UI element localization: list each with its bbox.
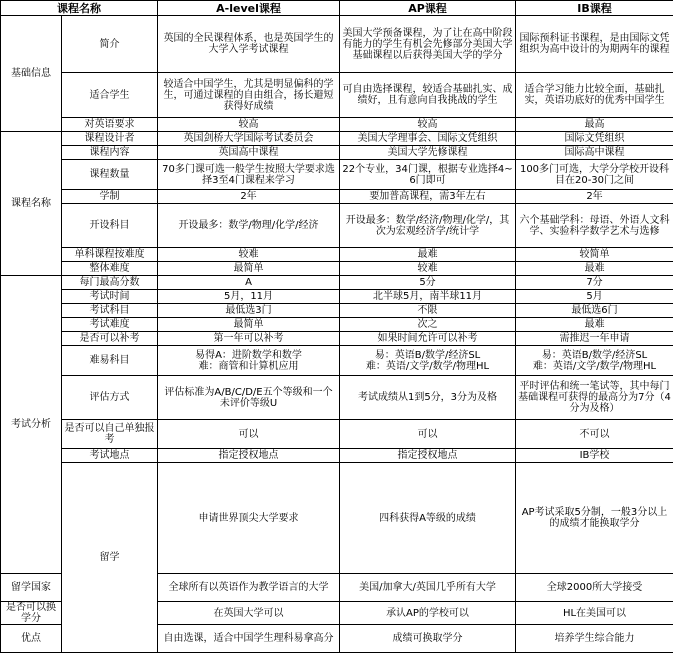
header-course-name: 课程名称 [1, 1, 158, 16]
row-label: 适合学生 [62, 73, 158, 118]
row-label: 是否可以换学分 [1, 602, 62, 625]
ap-cell: 要加普高课程，需3年左右 [340, 190, 516, 204]
table-row [1, 420, 673, 449]
row-label: 开设科目 [62, 204, 158, 248]
ib-cell: 不可以 [516, 420, 673, 449]
row-label: 评估方式 [62, 376, 158, 420]
alevel-cell: 开设最多：数学/物理/化学/经济 [158, 204, 340, 248]
table-row [1, 290, 673, 304]
ib-cell: 最难 [516, 262, 673, 276]
row-label: 是否可以补考 [62, 332, 158, 346]
alevel-cell: 四科获得A等级的成绩 [340, 463, 516, 574]
ib-cell: 六个基础学科：母语、外语人文科学、实验科学数学艺术与选修 [516, 204, 673, 248]
alevel-cell: 评估标准为A/B/C/D/E五个等级和一个未评价等级U [158, 376, 340, 420]
header-row [1, 1, 673, 16]
table-row [1, 16, 673, 73]
alevel-cell: 易得A：进阶数学和数学 难：商管和计算机应用 [158, 346, 340, 376]
ib-cell: 国际高中课程 [516, 146, 673, 160]
ap-cell: 较难 [340, 262, 516, 276]
row-label: 考试时间 [62, 290, 158, 304]
alevel-cell: A [158, 276, 340, 290]
ap-cell: AP考试采取5分制，一般3分以上的成绩才能换取学分 [516, 463, 673, 574]
alevel-cell: 英国高中课程 [158, 146, 340, 160]
ap-cell: 较高 [340, 118, 516, 132]
ib-cell: 适合学习能力比较全面，基础扎实，英语功底好的优秀中国学生 [516, 73, 673, 118]
row-label: 考试地点 [62, 449, 158, 463]
table-row [1, 248, 673, 262]
alevel-cell: 第一年可以补考 [158, 332, 340, 346]
ap-cell: 美国/加拿大/英国几乎所有大学 [340, 574, 516, 602]
table-row [1, 346, 673, 376]
header-alevel: A-level课程 [158, 1, 340, 16]
header-ap: AP课程 [340, 1, 516, 16]
ib-cell: 培养学生综合能力 [516, 625, 673, 653]
alevel-cell: 指定授权地点 [158, 449, 340, 463]
table-row [1, 318, 673, 332]
ap-cell: 不限 [340, 304, 516, 318]
row-label: 优点 [1, 625, 62, 653]
ib-cell: 最低选6门 [516, 304, 673, 318]
section-exam-analysis: 考试分析 [1, 276, 62, 574]
ap-cell: 次之 [340, 318, 516, 332]
row-label: 课程内容 [62, 146, 158, 160]
alevel-cell: 较难 [158, 248, 340, 262]
table-row [1, 304, 673, 318]
ap-cell: 美国大学先修课程 [340, 146, 516, 160]
table-row [1, 160, 673, 190]
ib-cell: IB学校 [516, 449, 673, 463]
table-row [1, 276, 673, 290]
ib-cell: 100多门可选，大学分学校开设科目在20-30门之间 [516, 160, 673, 190]
ib-cell: 最高 [516, 118, 673, 132]
ib-cell: 2年 [516, 190, 673, 204]
alevel-cell: 2年 [158, 190, 340, 204]
table-row [1, 262, 673, 276]
alevel-cell: 可以 [158, 420, 340, 449]
ap-cell: 如果时间允许可以补考 [340, 332, 516, 346]
table-row [1, 146, 673, 160]
ap-cell: 可以 [340, 420, 516, 449]
ap-cell: 北半球5月，南半球11月 [340, 290, 516, 304]
alevel-cell: 较高 [158, 118, 340, 132]
table-row [1, 118, 673, 132]
alevel-cell: 最低选3门 [158, 304, 340, 318]
ap-cell: 5分 [340, 276, 516, 290]
alevel-cell: 70多门课可选一般学生按照大学要求选择3至4门课程来学习 [158, 160, 340, 190]
ap-cell: 最难 [340, 248, 516, 262]
alevel-cell: 在英国大学可以 [158, 602, 340, 625]
ap-cell: 开设最多：数学/经济/物理/化学/，其次为宏观经济学/统计学 [340, 204, 516, 248]
alevel-cell: 全球所有以英语作为教学语言的大学 [158, 574, 340, 602]
ib-cell: 最难 [516, 318, 673, 332]
row-label: 每门最高分数 [62, 276, 158, 290]
table-row [1, 376, 673, 420]
ap-cell: 承认AP的学校可以 [340, 602, 516, 625]
row-label: 难易科目 [62, 346, 158, 376]
table-row [1, 332, 673, 346]
ap-cell: 美国大学预备课程，为了让在高中阶段有能力的学生有机会先修部分美国大学基础课程以后获得美国大学的学分 [340, 16, 516, 73]
ap-cell: 指定授权地点 [340, 449, 516, 463]
table-row [1, 132, 673, 146]
row-label: 申请世界顶尖大学要求 [158, 463, 340, 574]
alevel-cell: 最简单 [158, 318, 340, 332]
row-label: 单科课程按难度 [62, 248, 158, 262]
ap-cell: 成绩可换取学分 [340, 625, 516, 653]
ib-cell: 平时评估和统一笔试等，其中每门基础课程可获得的最高分为7分（4分为及格） [516, 376, 673, 420]
section-course-name: 课程名称 [1, 132, 62, 276]
ib-cell: 5月 [516, 290, 673, 304]
row-label: 课程数量 [62, 160, 158, 190]
table-row [1, 190, 673, 204]
alevel-cell: 英国的全民课程体系，也是英国学生的大学入学考试课程 [158, 16, 340, 73]
header-ib: IB课程 [516, 1, 673, 16]
ib-cell: 需推迟一年申请 [516, 332, 673, 346]
ib-cell: 全球2000所大学接受 [516, 574, 673, 602]
ap-cell: 22个专业，34门课，根据专业选择4~6门即可 [340, 160, 516, 190]
ib-cell: 国际文凭组织 [516, 132, 673, 146]
row-label: 简介 [62, 16, 158, 73]
table-row [1, 204, 673, 248]
ib-cell: 较简单 [516, 248, 673, 262]
ap-cell: 可自由选择课程，较适合基础扎实、成绩好，且有意向自我挑战的学生 [340, 73, 516, 118]
row-label: 是否可以自己单独报考 [62, 420, 158, 449]
ib-cell: 易：英语B/数学/经济SL 难：英语/文学/数学/物理HL [516, 346, 673, 376]
row-label: 留学国家 [1, 574, 62, 602]
alevel-cell: 较适合中国学生，尤其是明显偏科的学生，可通过课程的自由组合，扬长避短获得好成绩 [158, 73, 340, 118]
row-label: 课程设计者 [62, 132, 158, 146]
row-label: 对英语要求 [62, 118, 158, 132]
ib-cell: HL在美国可以 [516, 602, 673, 625]
ap-cell: 易：英语B/数学/经济SL 难：英语/文学/数学/物理HL [340, 346, 516, 376]
ap-cell: 考试成绩从1到5分，3分为及格 [340, 376, 516, 420]
section-basic-info: 基础信息 [1, 16, 62, 132]
alevel-cell: 5月，11月 [158, 290, 340, 304]
ap-cell: 美国大学理事会、国际文凭组织 [340, 132, 516, 146]
row-label: 学制 [62, 190, 158, 204]
table-row [1, 73, 673, 118]
section-study-abroad: 留学 [62, 463, 158, 653]
table-row [1, 463, 673, 574]
table-row [1, 449, 673, 463]
row-label: 整体难度 [62, 262, 158, 276]
row-label: 考试科目 [62, 304, 158, 318]
alevel-cell: 英国剑桥大学国际考试委员会 [158, 132, 340, 146]
ib-cell: 7分 [516, 276, 673, 290]
ib-cell: 国际预科证书课程，是由国际文凭组织为高中设计的为期两年的课程 [516, 16, 673, 73]
row-label: 考试难度 [62, 318, 158, 332]
alevel-cell: 自由选课，适合中国学生理科易拿高分 [158, 625, 340, 653]
alevel-cell: 最简单 [158, 262, 340, 276]
